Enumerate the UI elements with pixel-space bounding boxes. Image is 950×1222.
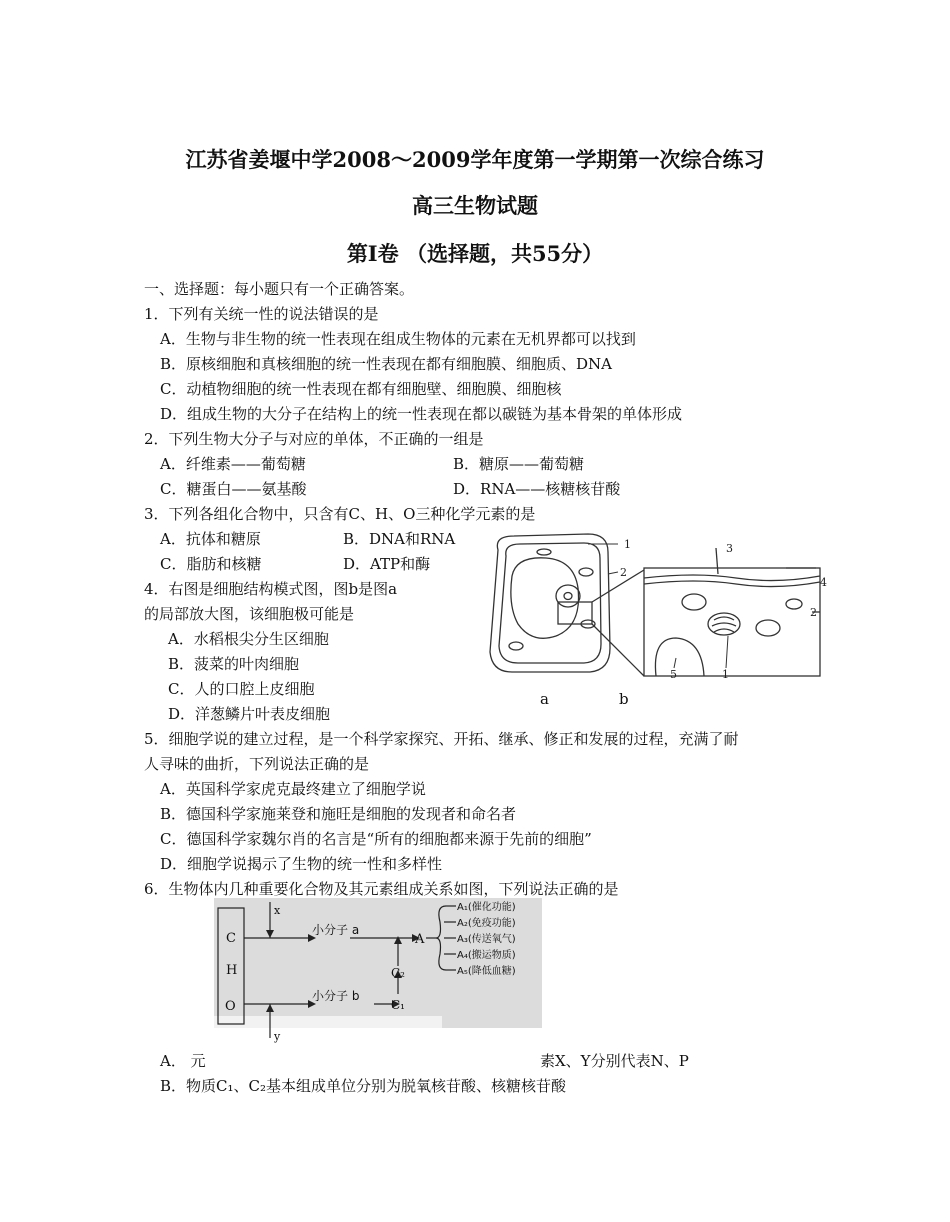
label-y: y xyxy=(274,1030,281,1043)
cell-label-2b: 2 xyxy=(810,606,817,619)
q2-option-b: B．糖原——葡萄糖 xyxy=(453,455,585,473)
section-instruction: 一、选择题：每小题只有一个正确答案。 xyxy=(144,280,415,298)
q4-stem-line2: 的局部放大图，该细胞极可能是 xyxy=(144,605,355,623)
cell-label-1a: 1 xyxy=(624,538,631,551)
q4-option-d: D．洋葱鳞片叶表皮细胞 xyxy=(168,705,331,723)
q6-option-a-left: A． 元 xyxy=(160,1052,206,1070)
q4-option-b: B．菠菜的叶肉细胞 xyxy=(168,655,300,673)
cell-structure-figure xyxy=(476,528,840,714)
cell-label-3b: 3 xyxy=(726,542,733,555)
q5-stem-line1: 5．细胞学说的建立过程，是一个科学家探究、开拓、继承、修正和发展的过程，充满了耐 xyxy=(144,730,739,748)
q3-option-b: B．DNA和RNA xyxy=(343,530,456,548)
volume-title: 第Ⅰ卷 （选择题，共55分） xyxy=(346,241,604,266)
cell-label-5b: 5 xyxy=(670,668,677,681)
q5-option-d: D．细胞学说揭示了生物的统一性和多样性 xyxy=(160,855,443,873)
cell-caption-a: a xyxy=(540,690,549,708)
q3-stem: 3．下列各组化合物中，只含有C、H、O三种化学元素的是 xyxy=(144,505,536,523)
function-a2: A₂(免疫功能) xyxy=(457,918,516,929)
macromolecule-a: A xyxy=(415,932,425,947)
q2-option-a: A．纤维素——葡萄糖 xyxy=(160,455,306,473)
q4-stem-line1: 4．右图是细胞结构模式图，图b是图a xyxy=(144,580,398,598)
q6-option-b: B．物质C₁、C₂基本组成单位分别为脱氧核苷酸、核糖核苷酸 xyxy=(160,1077,567,1095)
q4-option-a: A．水稻根尖分生区细胞 xyxy=(168,630,329,648)
q6-option-a-right: 素X、Y分别代表N、P xyxy=(540,1052,689,1070)
element-c: C xyxy=(226,931,236,946)
q1-stem: 1．下列有关统一性的说法错误的是 xyxy=(144,305,379,323)
q4-option-c: C．人的口腔上皮细胞 xyxy=(168,680,315,698)
q3-option-a: A．抗体和糖原 xyxy=(160,530,261,548)
q6-stem: 6．生物体内几种重要化合物及其元素组成关系如图，下列说法正确的是 xyxy=(144,880,619,898)
q1-option-b: B．原核细胞和真核细胞的统一性表现在都有细胞膜、细胞质、DNA xyxy=(160,355,613,373)
label-x: x xyxy=(274,904,281,917)
cell-figure-a xyxy=(490,534,644,676)
q5-stem-line2: 人寻味的曲折，下列说法正确的是 xyxy=(144,755,370,773)
small-molecule-a: 小分子 a xyxy=(312,923,360,937)
q5-option-c: C．德国科学家魏尔肖的名言是“所有的细胞都来源于先前的细胞” xyxy=(160,830,592,848)
q1-option-c: C．动植物细胞的统一性表现在都有细胞壁、细胞膜、细胞核 xyxy=(160,380,562,398)
q5-option-a: A．英国科学家虎克最终建立了细胞学说 xyxy=(160,780,426,798)
function-a1: A₁(催化功能) xyxy=(457,902,516,913)
small-molecule-b: 小分子 b xyxy=(312,989,360,1003)
q5-option-b: B．德国科学家施莱登和施旺是细胞的发现者和命名者 xyxy=(160,805,517,823)
q2-option-c: C．糖蛋白——氨基酸 xyxy=(160,480,307,498)
molecule-c1: C₁ xyxy=(391,998,405,1012)
compound-relation-figure xyxy=(214,898,542,1046)
cell-caption-b: b xyxy=(619,690,629,708)
school-title: 江苏省姜堰中学2008～2009学年度第一学期第一次综合练习 xyxy=(185,147,765,172)
cell-label-1b: 1 xyxy=(722,668,729,681)
figure-background-strip xyxy=(214,1016,442,1028)
q2-option-d: D．RNA——核糖核苷酸 xyxy=(453,480,621,498)
q1-option-d: D．组成生物的大分子在结构上的统一性表现在都以碳链为基本骨架的单体形成 xyxy=(160,405,683,423)
function-a3: A₃(传送氧气) xyxy=(457,934,516,945)
element-h: H xyxy=(226,963,238,978)
cell-figure-b xyxy=(644,548,820,676)
subject-title: 高三生物试题 xyxy=(412,193,538,218)
q1-option-a: A．生物与非生物的统一性表现在组成生物体的元素在无机界都可以找到 xyxy=(160,330,636,348)
q3-option-c: C．脂肪和核糖 xyxy=(160,555,262,573)
cell-label-2a: 2 xyxy=(620,566,627,579)
q2-stem: 2．下列生物大分子与对应的单体，不正确的一组是 xyxy=(144,430,484,448)
function-a4: A₄(搬运物质) xyxy=(457,950,516,961)
function-a5: A₅(降低血糖) xyxy=(457,966,516,977)
element-o: O xyxy=(225,999,236,1014)
molecule-c2: C₂ xyxy=(391,966,405,980)
cell-label-4b: 4 xyxy=(820,576,827,589)
q3-option-d: D．ATP和酶 xyxy=(343,555,431,573)
